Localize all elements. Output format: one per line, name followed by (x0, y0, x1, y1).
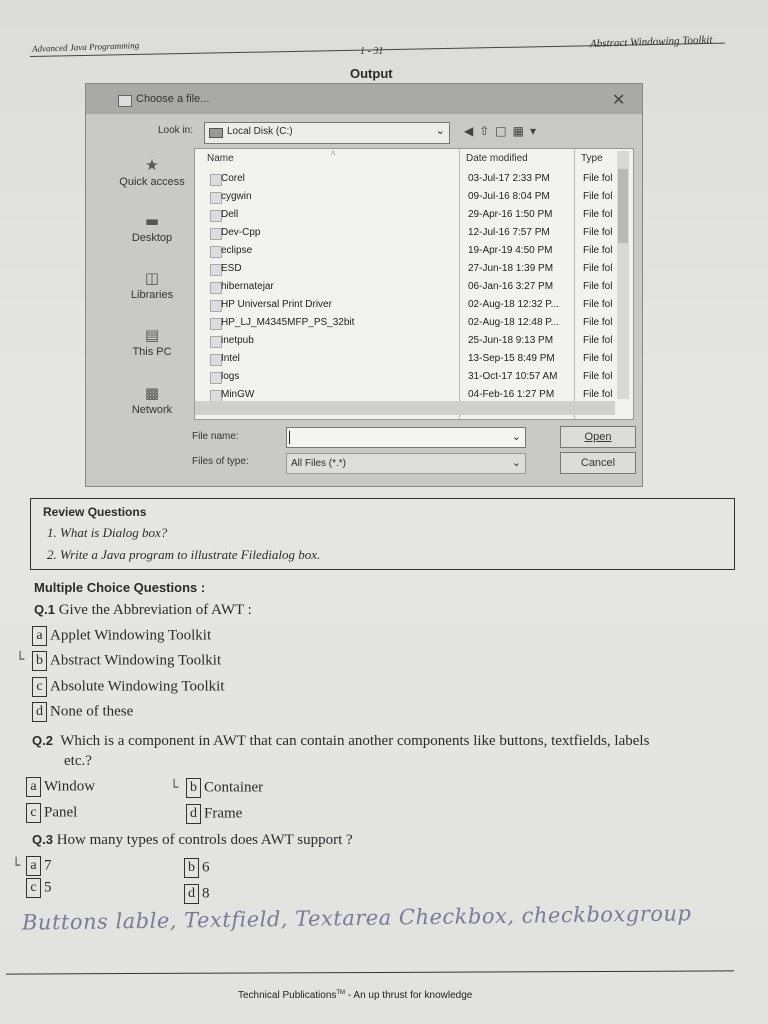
file-list (194, 148, 634, 420)
page-number: 1 - 31 (360, 46, 384, 57)
question-text: How many types of controls does AWT support ? (56, 832, 353, 848)
option-text: Panel (44, 804, 78, 821)
file-date: 12-Jul-16 7:57 PM (468, 227, 550, 238)
file-type: File fol (583, 263, 613, 274)
file-type: File fol (583, 317, 613, 328)
file-date: 19-Apr-19 4:50 PM (468, 245, 553, 256)
option-letter: d (32, 702, 47, 722)
cancel-button[interactable]: Cancel (560, 452, 636, 474)
handwritten-note: Buttons lable, Textfield, Textarea Checkbox, checkboxgroup (21, 901, 692, 935)
output-heading: Output (350, 66, 393, 81)
place-desktop[interactable] (112, 212, 192, 244)
scrollbar-thumb[interactable] (618, 169, 628, 243)
up-folder-icon[interactable]: ⇧ (479, 124, 496, 138)
network-icon: ▩ (144, 384, 160, 402)
option-q1-a[interactable] (32, 626, 211, 646)
file-date: 29-Apr-16 1:50 PM (468, 209, 553, 220)
look-in-value: Local Disk (C:) (227, 126, 293, 137)
file-date: 02-Aug-18 12:32 P... (468, 299, 559, 310)
option-q1-b[interactable] (32, 651, 221, 671)
text-caret (289, 431, 290, 444)
mcq-title: Multiple Choice Questions : (34, 580, 206, 595)
file-name: Dev-Cpp (221, 227, 261, 238)
footer-tagline: - An up thrust for knowledge (345, 990, 473, 1001)
desktop-icon: ▬ (144, 212, 160, 230)
computer-icon: ▤ (144, 326, 160, 344)
option-text: 7 (44, 857, 52, 874)
file-date: 04-Feb-16 1:27 PM (468, 389, 555, 400)
file-row[interactable] (195, 315, 615, 333)
file-name-label: File name: (192, 431, 239, 442)
option-letter: a (32, 626, 47, 646)
file-row[interactable] (195, 243, 615, 261)
trademark-mark: TM (336, 990, 346, 996)
file-name-input[interactable] (286, 427, 526, 448)
option-q1-d[interactable] (32, 702, 133, 722)
place-quick-access[interactable] (112, 156, 192, 188)
review-question: 1. What is Dialog box? (47, 525, 168, 540)
libraries-icon: ◫ (144, 269, 160, 287)
question-number: Q.2 (32, 733, 53, 748)
option-q1-c[interactable] (32, 677, 224, 697)
option-q3-d[interactable] (184, 884, 210, 904)
question-text: Which is a component in AWT that can contain another components like buttons, textfields, labels (60, 733, 650, 749)
option-text: None of these (50, 703, 134, 720)
places-bar (112, 150, 196, 440)
option-letter: b (186, 778, 201, 798)
option-letter: a (26, 777, 41, 797)
dialog-title: Choose a file... (136, 93, 210, 105)
file-name: Intel (221, 353, 240, 364)
files-of-type-label: Files of type: (192, 456, 249, 467)
file-row[interactable] (195, 171, 615, 189)
option-q2-b[interactable] (186, 778, 263, 798)
file-type: File fol (583, 335, 613, 346)
file-row[interactable] (195, 261, 615, 279)
file-name: hibernatejar (221, 281, 274, 292)
dialog-titlebar (86, 84, 642, 114)
place-this-pc[interactable] (112, 326, 192, 358)
sort-ascending-icon: ^ (331, 149, 336, 159)
review-question: 2. Write a Java program to illustrate Filedialog box. (47, 547, 321, 562)
chevron-down-icon: ⌄ (511, 457, 521, 469)
option-q3-a[interactable] (26, 856, 52, 876)
column-header-name[interactable]: Name (207, 153, 234, 164)
answer-tick-mark: └ (12, 858, 21, 874)
option-q2-d[interactable] (186, 804, 242, 824)
file-row[interactable] (195, 189, 615, 207)
files-of-type-value: All Files (*.*) (291, 458, 347, 469)
file-row[interactable] (195, 369, 615, 387)
footer-publisher: Technical Publications (238, 990, 337, 1001)
new-folder-icon[interactable]: □ (495, 124, 513, 138)
option-q2-a[interactable] (26, 777, 95, 797)
option-letter: b (32, 651, 47, 671)
option-q3-b[interactable] (184, 858, 210, 878)
drive-icon (209, 128, 223, 138)
question-number: Q.3 (32, 832, 53, 847)
file-row[interactable] (195, 351, 615, 369)
file-date: 06-Jan-16 3:27 PM (468, 281, 554, 292)
answer-tick-mark: └ (170, 780, 179, 796)
option-letter: c (26, 878, 41, 898)
file-date: 13-Sep-15 8:49 PM (468, 353, 555, 364)
open-button[interactable]: Open (560, 426, 636, 448)
file-type: File fol (583, 173, 613, 184)
option-text: Window (44, 778, 96, 795)
file-name: HP Universal Print Driver (221, 299, 332, 310)
place-network[interactable] (112, 384, 192, 416)
file-type: File fol (583, 245, 613, 256)
place-label: Quick access (119, 176, 185, 188)
file-type: File fol (583, 353, 613, 364)
option-text: 6 (202, 859, 210, 876)
column-header-type[interactable]: Type (581, 153, 603, 164)
question-3 (32, 832, 353, 849)
running-header-right: Abstract Windowing Toolkit (589, 33, 713, 51)
file-name: logs (221, 371, 240, 382)
option-text: Container (204, 779, 264, 796)
dialog-toolbar (464, 124, 542, 138)
place-libraries[interactable] (112, 269, 192, 301)
option-letter: d (186, 804, 201, 824)
file-type: File fol (583, 191, 613, 202)
file-name: ESD (221, 263, 242, 274)
option-text: Applet Windowing Toolkit (50, 627, 212, 644)
place-label: Desktop (131, 232, 173, 244)
star-icon: ★ (145, 156, 159, 174)
question-2 (32, 733, 737, 750)
back-icon[interactable]: ◀ (464, 124, 480, 138)
option-text: Absolute Windowing Toolkit (50, 678, 225, 695)
answer-tick-mark: └ (16, 652, 25, 668)
question-2-continued: etc.? (64, 753, 92, 769)
option-text: Abstract Windowing Toolkit (50, 652, 222, 669)
option-text: 5 (44, 879, 52, 896)
file-name: inetpub (221, 335, 254, 346)
file-name: HP_LJ_M4345MFP_PS_32bit (221, 317, 355, 328)
file-row[interactable] (195, 279, 615, 297)
look-in-dropdown[interactable] (204, 122, 450, 144)
file-date: 02-Aug-18 12:48 P... (468, 317, 559, 328)
option-q2-c[interactable] (26, 803, 77, 823)
option-letter: c (32, 677, 47, 697)
file-date: 03-Jul-17 2:33 PM (468, 173, 550, 184)
view-menu-icon[interactable]: ▦▾ (512, 124, 543, 138)
question-number: Q.1 (34, 602, 55, 617)
vertical-scrollbar[interactable] (617, 151, 629, 399)
horizontal-scrollbar[interactable] (195, 401, 615, 415)
file-date: 31-Oct-17 10:57 AM (468, 371, 558, 382)
file-row[interactable] (195, 225, 615, 243)
file-name: Dell (221, 209, 239, 220)
file-row[interactable] (195, 297, 615, 315)
file-type: File fol (583, 299, 613, 310)
chevron-down-icon: ⌄ (511, 431, 521, 443)
option-text: 8 (202, 885, 210, 902)
file-name: eclipse (221, 245, 253, 256)
question-1 (34, 602, 252, 619)
review-questions-box (30, 498, 735, 570)
file-row[interactable] (195, 333, 615, 351)
file-date: 25-Jun-18 9:13 PM (468, 335, 554, 346)
look-in-label: Look in: (158, 125, 194, 136)
place-label: Libraries (130, 289, 174, 301)
file-name: MinGW (221, 389, 255, 400)
file-date: 09-Jul-16 8:04 PM (468, 191, 550, 202)
file-type: File fol (583, 371, 613, 382)
window-icon (118, 95, 132, 107)
question-text: Give the Abbreviation of AWT : (58, 602, 252, 618)
place-label: Network (131, 404, 173, 416)
close-icon[interactable]: ✕ (612, 92, 626, 109)
file-type: File fol (583, 227, 613, 238)
option-letter: d (184, 884, 199, 904)
option-letter: c (26, 803, 41, 823)
file-rows (195, 171, 615, 405)
file-row[interactable] (195, 207, 615, 225)
place-label: This PC (132, 346, 172, 358)
file-name: cygwin (221, 191, 252, 202)
option-letter: b (184, 858, 199, 878)
files-of-type-select[interactable] (286, 453, 526, 474)
chevron-down-icon: ⌄ (435, 125, 445, 137)
file-dialog (85, 83, 643, 487)
review-title: Review Questions (43, 505, 147, 519)
option-text: Frame (204, 805, 243, 822)
file-date: 27-Jun-18 1:39 PM (468, 263, 554, 274)
file-type: File fol (583, 281, 613, 292)
file-type: File fol (583, 209, 613, 220)
file-name: Corel (221, 173, 245, 184)
running-header-left: Advanced Java Programming (31, 40, 140, 54)
page-footer (238, 990, 472, 1001)
option-q3-c[interactable] (26, 878, 52, 898)
column-header-date[interactable]: Date modified (466, 153, 528, 164)
file-type: File fol (583, 389, 613, 400)
option-letter: a (26, 856, 41, 876)
footer-rule (6, 970, 734, 974)
